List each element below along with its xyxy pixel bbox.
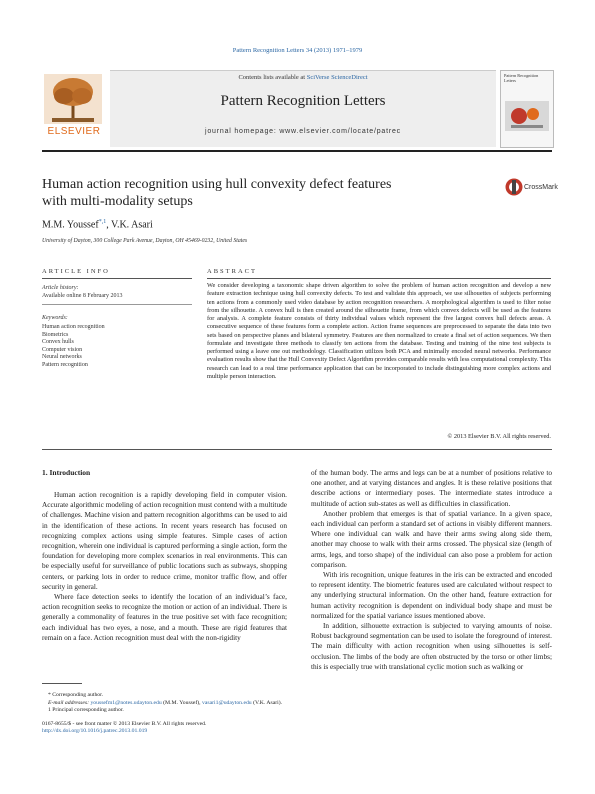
keyword-item: Pattern recognition	[42, 361, 88, 368]
footnote-principal: 1 Principal corresponding author.	[48, 707, 124, 714]
footnote-rule	[42, 683, 82, 684]
journal-cover	[500, 70, 554, 148]
keyword-list	[42, 324, 105, 370]
article-info-rule	[42, 278, 192, 279]
article-title	[42, 176, 482, 210]
contents-prefix: Contents lists available at	[238, 74, 307, 81]
header-rule	[42, 150, 552, 152]
abstract-heading: ABSTRACT	[207, 268, 257, 275]
right-column	[311, 468, 552, 672]
affiliation: University of Dayton, 300 College Park Avenue, Dayton, OH 45469-0232, United States	[42, 238, 248, 244]
journal-title: Pattern Recognition Letters	[220, 93, 386, 109]
contents-line	[110, 74, 496, 81]
footnote-corresponding: * Corresponding author.	[48, 692, 104, 698]
paragraph: In addition, silhouette extraction is subjected to varying amounts of noise. Robust background segmentation can be used to isolate the foreground of interest. The main difficulty with action recognition when using silhouettes is self-occlusion. The limbs of the body are often obstructed by the torso or other limbs; this is especially true with translational cyclic motion such as walking or	[311, 621, 552, 671]
keyword-item: Convex hulls	[42, 339, 74, 346]
paragraph: of the human body. The arms and legs can be at a number of positions relative to one another, and at varying distances and angles. It is these relative positions that describe actions or intermediary poses. The intermediate states introduce a multitude of action sub-states as well as difficulties in classification.	[311, 468, 552, 508]
paragraph: Another problem that emerges is that of spatial variance. In a given space, each individual can perform a standard set of actions in visibly different manners. Where one individual can walk and have their arms swing along side them, another may choose to walk with their arms crossed. The physical size (length of arms, legs, and torso shape) of the individual can also pose a problem for action comparison.	[311, 508, 552, 569]
email-name-2: (V.K. Asari).	[251, 699, 283, 706]
issn-line: 0167-8655/$ - see front matter © 2013 Elsevier B.V. All rights reserved.	[42, 720, 207, 727]
journal-homepage[interactable]: journal homepage: www.elsevier.com/locate/patrec	[205, 128, 401, 135]
keyword-item: Computer vision	[42, 346, 83, 353]
paragraph: Where face detection seeks to identify the location of an individual’s face, action recognition seeks to recognize the motion or action of an individual. There is generally a commonality of features in the true positive set with face recognition; each individual has two eyes, a nose, and a mouth. These are rigid features that remain on a face. Action recognition must deal with the non-rigidity	[42, 592, 287, 642]
history-label: Article history:	[42, 285, 79, 291]
keywords-label: Keywords:	[42, 315, 68, 321]
article-info-divider	[42, 304, 192, 305]
paragraph: Human action recognition is a rapidly developing field in computer vision. Accurate algorithmic modeling of action recognition must contend with a multitude of challenges. Machine vision and pattern recognition algorithms can be used to aid in the identification of these actions. In recent years research has focused on recognizing complex actions using simple features. Simple cases of action recognition, wherein one individual is captured performing a single action, form the foundation for developing more complex scenarios in real environments. This can be especially useful for surveillance of public locations such as subways, shopping centers, or parking lots in order to reduce crime, monitor traffic flow, and offer security in general.	[42, 490, 287, 591]
email-name-1: (M.M. Youssef),	[161, 699, 203, 706]
sciencedirect-link[interactable]: SciVerse ScienceDirect	[306, 74, 368, 81]
keyword-item: Biometrics	[42, 331, 69, 338]
crossmark-icon[interactable]	[505, 178, 523, 196]
authors	[42, 219, 153, 230]
abstract-rule	[207, 278, 551, 279]
article-title-line1: Human action recognition using hull convexity defect features	[42, 177, 392, 192]
abstract-bottom-rule	[42, 449, 552, 450]
history-value: Available online 8 February 2013	[42, 293, 123, 299]
journal-reference[interactable]: Pattern Recognition Letters 34 (2013) 1971–1979	[232, 47, 363, 54]
copyright: © 2013 Elsevier B.V. All rights reserved.	[447, 433, 551, 440]
footnotes	[42, 692, 287, 736]
email-label: E-mail addresses:	[48, 699, 91, 706]
cover-image	[505, 101, 549, 131]
cover-title: Pattern Recognition Letters	[504, 73, 539, 83]
section-heading: 1. Introduction	[42, 468, 91, 477]
author-1: M.M. Youssef	[42, 219, 99, 231]
elsevier-tree-logo	[42, 72, 104, 132]
author-2: , V.K. Asari	[106, 219, 153, 231]
doi-link[interactable]: http://dx.doi.org/10.1016/j.patrec.2013.01.019	[42, 728, 148, 735]
keyword-item: Neural networks	[42, 354, 82, 361]
email-link-1[interactable]: youssefm1@notes.udayton.edu	[90, 699, 162, 706]
publisher-name: ELSEVIER	[47, 126, 101, 137]
email-link-2[interactable]: vasari1@udayton.edu	[202, 699, 252, 706]
left-column	[42, 490, 287, 643]
crossmark-label[interactable]: CrossMark	[524, 184, 558, 191]
keyword-item: Human action recognition	[42, 324, 105, 330]
author-1-marks[interactable]: *,1	[98, 219, 107, 225]
abstract-text: We consider developing a taxonomic shape driven algorithm to solve the problem of human action recognition and develop a new feature extraction technique using hull convexity defects. To test and validate this approach, we use silhouettes of subjects performing ten actions from a commonly used video database by action recognition researchers. A morphological algorithm is used to filter noise from the silhouette. A convex hull is then created around the silhouette frame, from which convex defects will be used as the features for analysis. A complete feature consists of thirty individual values which represent the five largest convex hull defects areas. A consecutive sequence of these features form a complete action. Action frame sequences are preprocessed to separate the data into two sets based on perspective planes and bilateral symmetry. Features are then normalized to create a final set of action sequences. We then formulate and investigate three methods to classify ten actions from the database. Testing and training of the nine test subjects is performed using a leave one out methodology. Classification utilizes both PCA and minimally encoded neural networks. Performance evaluation results show that the Hull Convexity Defect Algorithm provides comparable results with less computational complexity. This research can lead to a real time performance application that can be incorporated to include distinguishing more complex actions and multiple person interaction.	[207, 282, 551, 380]
footnote-emails	[42, 700, 287, 708]
article-info-heading: ARTICLE INFO	[42, 268, 110, 275]
paragraph: With iris recognition, unique features in the iris can be extracted and encoded to represent identity. The biometric features used are calculated without respect to any underlying structural information. On the other hand, feature extraction for human activity recognition is dependent on individual body shape and must be normalized for the spatial variance issues mentioned above.	[311, 570, 552, 620]
article-title-line2: with multi-modality setups	[42, 194, 193, 209]
